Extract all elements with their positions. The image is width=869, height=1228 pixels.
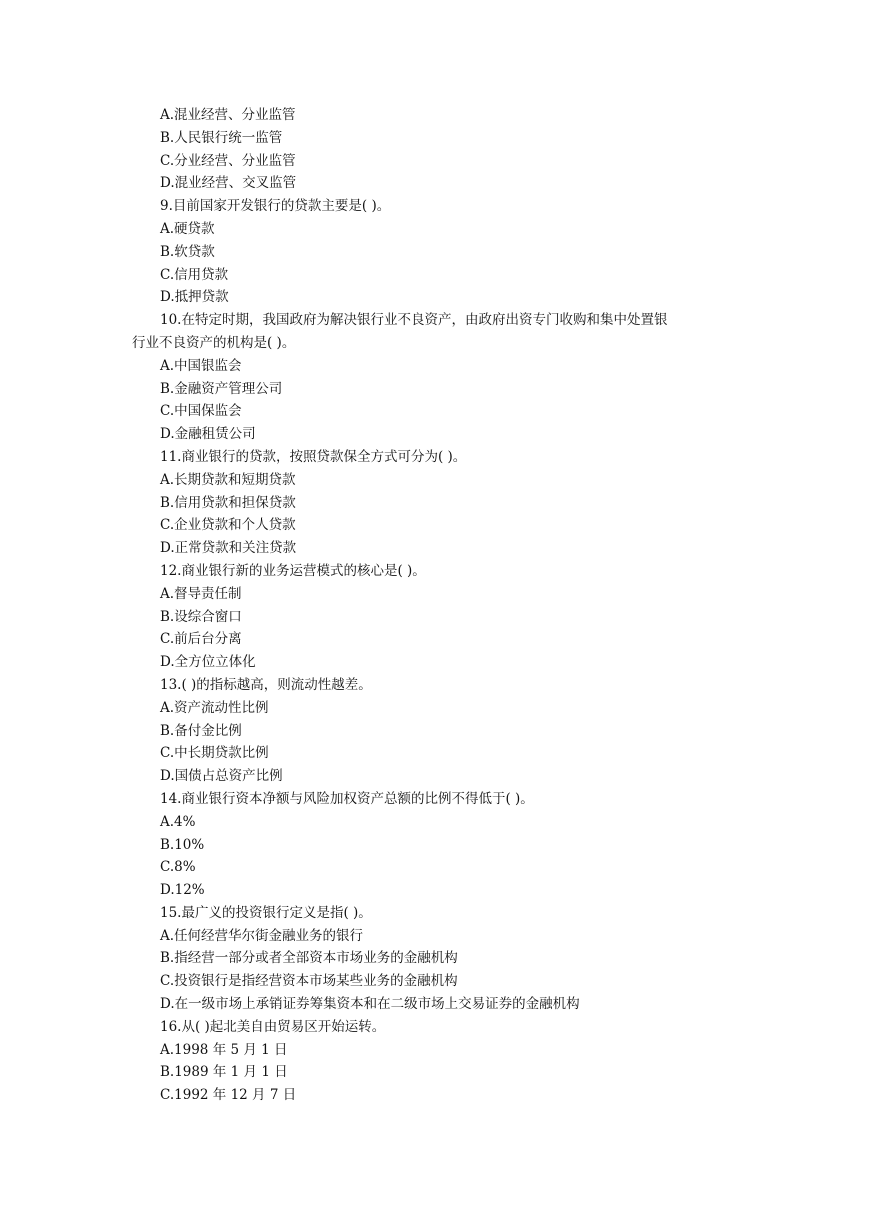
answer-option: B.人民银行统一监管 <box>160 129 283 146</box>
answer-option: C.中长期贷款比例 <box>160 745 269 762</box>
answer-option: B.软贷款 <box>160 243 215 260</box>
question-stem: 15.最广义的投资银行定义是指( )。 <box>160 904 372 921</box>
answer-option: B.10% <box>160 836 205 853</box>
answer-option: C.企业贷款和个人贷款 <box>160 517 296 534</box>
answer-option: A.1998 年 5 月 1 日 <box>160 1041 288 1058</box>
question-stem: 11.商业银行的贷款，按照贷款保全方式可分为( )。 <box>160 448 467 465</box>
answer-option: A.长期贷款和短期贷款 <box>160 471 296 488</box>
answer-option: D.在一级市场上承销证券筹集资本和在二级市场上交易证券的金融机构 <box>160 996 580 1013</box>
question-stem: 9.目前国家开发银行的贷款主要是( )。 <box>160 198 391 215</box>
question-stem: 16.从( )起北美自由贸易区开始运转。 <box>160 1018 386 1035</box>
question-list <box>132 104 752 1107</box>
answer-option: B.1989 年 1 月 1 日 <box>160 1064 288 1081</box>
answer-option: A.中国银监会 <box>160 357 242 374</box>
answer-option: A.任何经营华尔街金融业务的银行 <box>160 927 364 944</box>
question-stem: 10.在特定时期，我国政府为解决银行业不良资产，由政府出资专门收购和集中处置银 <box>160 312 668 329</box>
question-stem: 14.商业银行资本净额与风险加权资产总额的比例不得低于( )。 <box>160 790 534 807</box>
answer-option: D.抵押贷款 <box>160 289 229 306</box>
answer-option: D.金融租赁公司 <box>160 426 256 443</box>
answer-option: B.金融资产管理公司 <box>160 380 283 397</box>
answer-option: C.信用贷款 <box>160 266 229 283</box>
answer-option: C.中国保监会 <box>160 403 242 420</box>
answer-option: C.投资银行是指经营资本市场某些业务的金融机构 <box>160 973 458 990</box>
answer-option: B.信用贷款和担保贷款 <box>160 494 296 511</box>
answer-option: C.1992 年 12 月 7 日 <box>160 1087 297 1104</box>
question-stem-continuation: 行业不良资产的机构是( )。 <box>132 334 296 351</box>
answer-option: C.分业经营、分业监管 <box>160 152 296 169</box>
question-stem: 13.( )的指标越高，则流动性越差。 <box>160 676 372 693</box>
question-stem: 12.商业银行新的业务运营模式的核心是( )。 <box>160 562 426 579</box>
answer-option: A.督导责任制 <box>160 585 242 602</box>
answer-option: D.正常贷款和关注贷款 <box>160 540 297 557</box>
answer-option: B.备付金比例 <box>160 722 242 739</box>
answer-option: B.设综合窗口 <box>160 608 242 625</box>
answer-option: D.12% <box>160 882 205 899</box>
answer-option: B.指经营一部分或者全部资本市场业务的金融机构 <box>160 950 458 967</box>
answer-option: A.资产流动性比例 <box>160 699 269 716</box>
answer-option: A.硬贷款 <box>160 220 215 237</box>
answer-option: C.8% <box>160 859 196 876</box>
answer-option: D.混业经营、交叉监管 <box>160 175 297 192</box>
answer-option: C.前后台分离 <box>160 631 242 648</box>
answer-option: A.4% <box>160 813 196 830</box>
answer-option: A.混业经营、分业监管 <box>160 107 296 123</box>
answer-option: D.国债占总资产比例 <box>160 768 283 785</box>
answer-option: D.全方位立体化 <box>160 654 256 671</box>
